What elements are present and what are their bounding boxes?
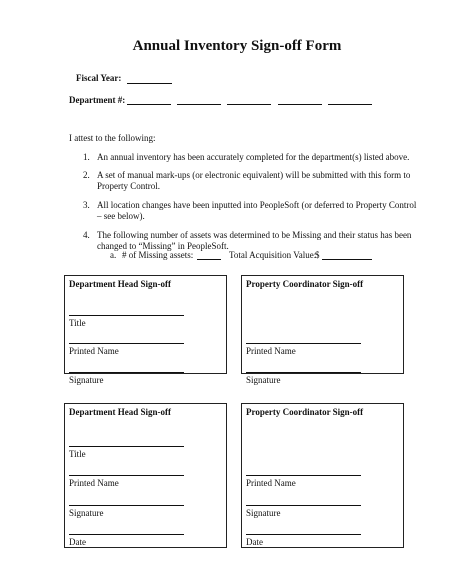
printed-name-label: Printed Name — [246, 478, 296, 488]
signature-label: Signature — [69, 375, 104, 385]
date-label: Date — [246, 537, 263, 547]
signature-line[interactable] — [246, 505, 361, 506]
date-line[interactable] — [246, 534, 361, 535]
item-line: All location changes have been inputted into PeopleSoft (or deferred to Property Control — [97, 200, 417, 210]
department-field-4[interactable] — [278, 104, 322, 105]
box-title: Department Head Sign-off — [69, 279, 171, 289]
title-label: Title — [69, 449, 86, 459]
fiscal-year-label: Fiscal Year: — [76, 73, 122, 83]
item-line: changed to “Missing” in PeopleSoft. — [97, 241, 229, 251]
printed-name-line[interactable] — [246, 343, 361, 344]
currency-symbol: $ — [315, 250, 320, 260]
item-text — [97, 200, 417, 222]
printed-name-line[interactable] — [246, 475, 361, 476]
signature-line[interactable] — [69, 505, 184, 506]
item-line: Property Control. — [97, 181, 160, 191]
item-number: 4. — [83, 230, 90, 240]
total-value-field[interactable] — [322, 259, 372, 260]
box-title: Property Coordinator Sign-off — [246, 279, 364, 289]
signature-label: Signature — [246, 508, 281, 518]
item-line: The following number of assets was determined to be Missing and their status has been — [97, 230, 412, 240]
total-value-label: Total Acquisition Value: — [229, 250, 317, 260]
title-label: Title — [69, 318, 86, 328]
signature-line[interactable] — [246, 372, 361, 373]
title-line[interactable] — [69, 315, 184, 316]
department-field-3[interactable] — [227, 104, 271, 105]
title-line[interactable] — [69, 446, 184, 447]
item-text — [97, 230, 417, 252]
item-number: 1. — [83, 152, 90, 162]
department-field-2[interactable] — [177, 104, 221, 105]
item-line: A set of manual mark-ups (or electronic equivalent) will be submitted with this form to — [97, 170, 411, 180]
date-label: Date — [69, 537, 86, 547]
property-coordinator-signoff-box — [241, 275, 404, 385]
department-field-5[interactable] — [328, 104, 372, 105]
signature-line[interactable] — [69, 372, 184, 373]
item-text — [97, 152, 417, 163]
printed-name-label: Printed Name — [69, 478, 119, 488]
printed-name-line[interactable] — [69, 343, 184, 344]
item-number: 2. — [83, 170, 90, 180]
property-coordinator-signoff-box — [241, 403, 404, 548]
date-line[interactable] — [69, 534, 184, 535]
item-line: An annual inventory has been accurately completed for the department(s) listed above. — [97, 152, 410, 162]
sub-item-prefix: a. — [110, 250, 117, 260]
department-head-signoff-box — [64, 275, 227, 385]
department-field-1[interactable] — [127, 104, 171, 105]
department-head-signoff-box — [64, 403, 227, 548]
printed-name-label: Printed Name — [69, 346, 119, 356]
fiscal-year-field[interactable] — [127, 83, 172, 84]
item-number: 3. — [83, 200, 90, 210]
box-title: Department Head Sign-off — [69, 407, 171, 417]
form-title: Annual Inventory Sign-off Form — [132, 38, 342, 54]
attest-intro: I attest to the following: — [69, 133, 156, 143]
department-label: Department #: — [69, 95, 126, 105]
printed-name-label: Printed Name — [246, 346, 296, 356]
missing-assets-label: # of Missing assets: — [122, 250, 194, 260]
signature-label: Signature — [246, 375, 281, 385]
signature-label: Signature — [69, 508, 104, 518]
item-line: – see below). — [97, 211, 145, 221]
missing-assets-field[interactable] — [197, 259, 221, 260]
printed-name-line[interactable] — [69, 475, 184, 476]
box-title: Property Coordinator Sign-off — [246, 407, 364, 417]
item-text — [97, 170, 417, 192]
